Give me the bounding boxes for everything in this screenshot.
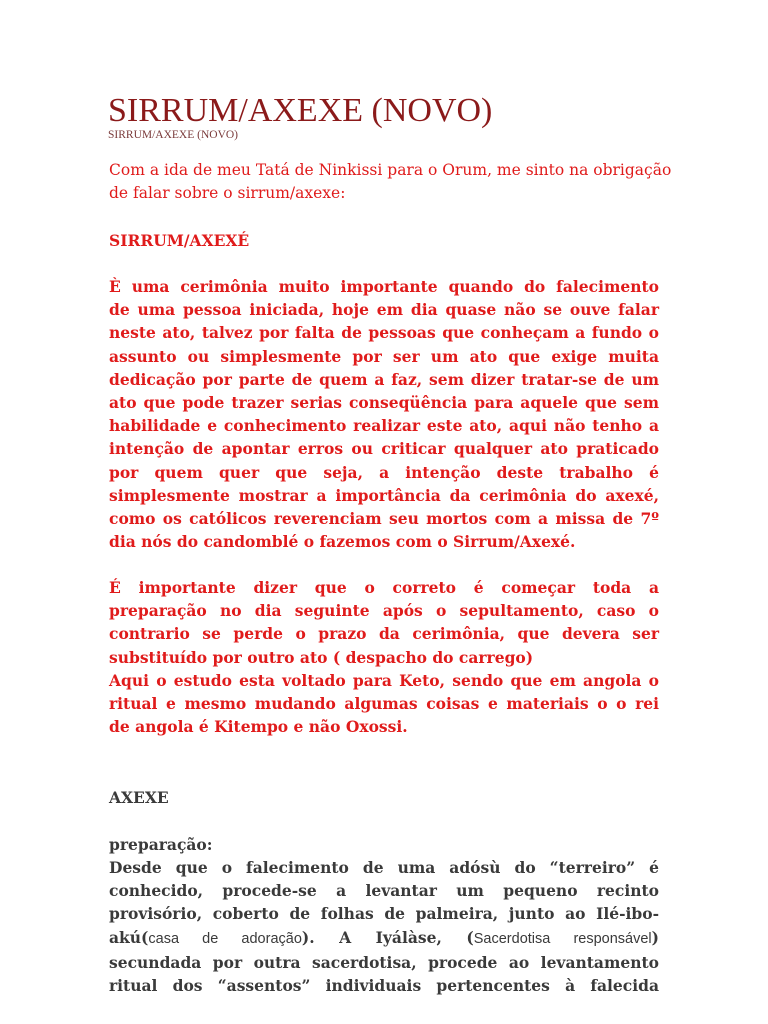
paragraph-line: ato que pode trazer serias conseqüência para aquele que sem [109, 393, 659, 413]
paragraph-line: dedicação por parte de quem a faz, sem dizer tratar-se de um [109, 369, 659, 389]
text-run: Sacerdotisa responsável [473, 930, 652, 947]
text-run: akú( [109, 927, 149, 947]
paragraph-line: provisório, coberto de folhas de palmeira, junto ao Ilé-ibo- [109, 904, 659, 924]
intro-paragraph [109, 159, 672, 205]
intro-line: Com a ida de meu Tatá de Ninkissi para o Orum, me sinto na obrigação [109, 161, 672, 179]
paragraph-ceremony [109, 275, 659, 553]
section-heading-sirrum: SIRRUM/AXEXÉ [109, 231, 250, 250]
paragraph-line: ritual e mesmo mudando algumas coisas e materiais o o rei [109, 694, 659, 714]
paragraph-line: neste ato, talvez por falta de pessoas que conheçam a fundo o [109, 323, 659, 343]
paragraph-axexe-preparation [109, 856, 659, 997]
section-heading-axexe: AXEXE [109, 788, 169, 807]
text-run: ) [651, 927, 659, 947]
paragraph-line: secundada por outra sacerdotisa, procede ao levantamento [109, 952, 659, 972]
paragraph-line: assunto ou simplesmente por ser um ato que exige muita [109, 346, 659, 366]
paragraph-line: ritual dos “assentos” individuais pertencentes à falecida [109, 976, 659, 996]
paragraph-line: simplesmente mostrar a importância da cerimônia do axexé, [109, 485, 659, 505]
paragraph-line: substituído por outro ato ( despacho do carrego) [109, 647, 534, 667]
paragraph-line: dia nós do candomblé o fazemos com o Sirrum/Axexé. [109, 532, 576, 552]
paragraph-line: É importante dizer que o correto é começar toda a [109, 578, 659, 597]
paragraph-line: de uma pessoa iniciada, hoje em dia quase não se ouve falar [109, 300, 659, 320]
paragraph-line: intenção de apontar erros ou criticar qualquer ato praticado [109, 439, 659, 459]
paragraph-line: habilidade e conhecimento realizar este ato, aqui não tenho a [109, 416, 659, 436]
paragraph-line: por quem quer que seja, a intenção deste trabalho é [109, 462, 659, 482]
paragraph-line [109, 926, 659, 951]
document-title: SIRRUM/AXEXE (NOVO) [108, 92, 493, 129]
paragraph-line: contrario se perde o prazo da cerimônia, que devera ser [109, 624, 659, 644]
paragraph-preparation-timing [109, 576, 659, 738]
paragraph-line: conhecido, procede-se a levantar um pequeno recinto [109, 881, 659, 901]
intro-line: de falar sobre o sirrum/axexe: [109, 184, 346, 203]
paragraph-line: preparação no dia seguinte após o sepultamento, caso o [109, 601, 659, 621]
document-subtitle: SIRRUM/AXEXE (NOVO) [108, 129, 239, 141]
text-run: casa de adoração [148, 930, 302, 947]
text-run: Iyálàse [375, 927, 437, 947]
paragraph-line: Desde que o falecimento de uma adósù do “terreiro” é [109, 858, 659, 877]
paragraph-line: como os católicos reverenciam seu mortos com a missa de 7º [109, 509, 659, 529]
preparation-label: preparação: [109, 835, 213, 854]
text-run: ). A [301, 927, 376, 947]
text-run: , ( [436, 927, 474, 947]
paragraph-line: È uma cerimônia muito importante quando do falecimento [109, 277, 659, 296]
paragraph-line: de angola é Kitempo e não Oxossi. [109, 717, 408, 737]
paragraph-line: Aqui o estudo esta voltado para Keto, sendo que em angola o [109, 670, 659, 690]
